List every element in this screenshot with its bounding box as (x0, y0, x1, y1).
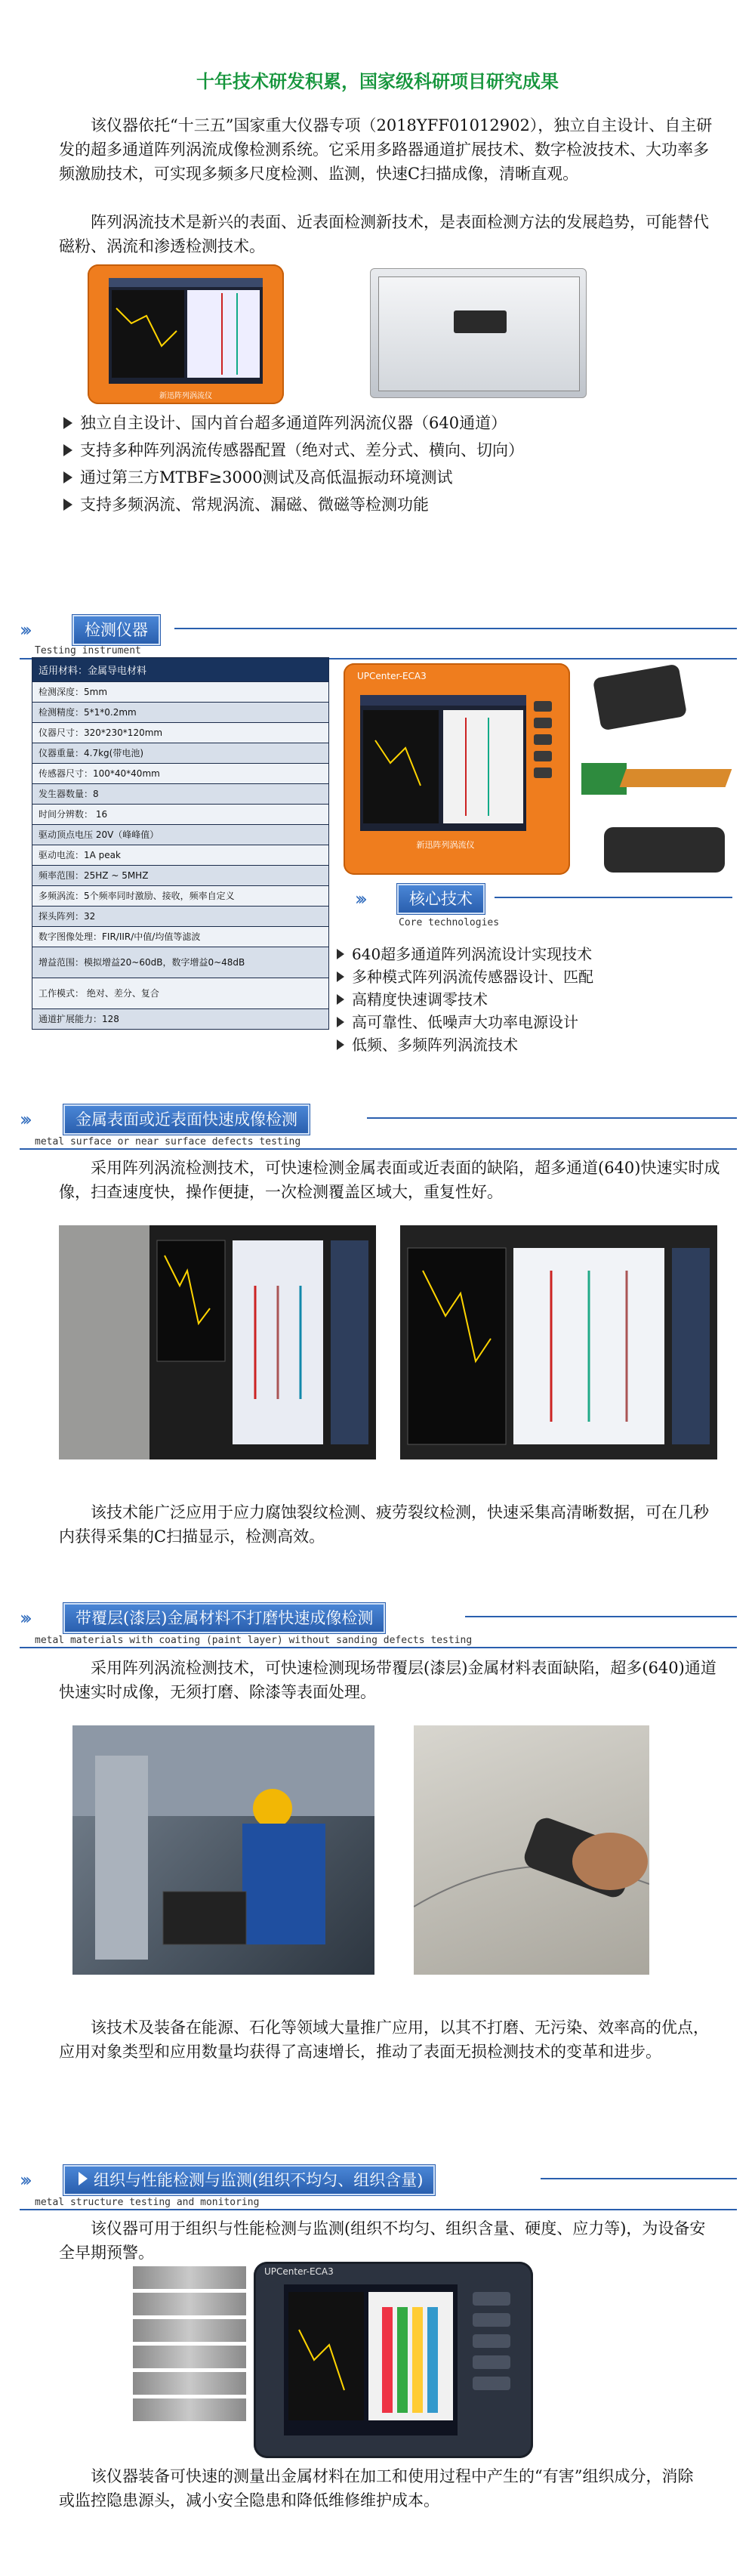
section-header-structure (20, 2165, 737, 2208)
spec-table (32, 657, 329, 1030)
list-item (337, 965, 729, 988)
spec-row: 多频涡流：5个频率同时激励、接收，频率自定义 (32, 885, 328, 906)
chevrons-icon: ››› (20, 1109, 28, 1130)
device-screen-plot (109, 278, 263, 384)
page-title: 十年技术研发积累，国家级科研项目研究成果 (196, 71, 559, 92)
spec-row: 时间分辨数： 16 (32, 804, 328, 824)
section-subtitle: Testing instrument (35, 645, 141, 656)
spec-row: 频率范围：25HZ ~ 5MHZ (32, 865, 328, 885)
device-box-panel (378, 276, 580, 391)
spec-row: 仪器尺寸：320*230*120mm (32, 722, 328, 743)
coating-paragraph-1: 采用阵列涡流检测技术，可快速检测现场带覆层(漆层)金属材料表面缺陷，超多(640)通道快速实时成像，无须打磨、除漆等表面处理。 (59, 1659, 716, 1701)
spec-row: 检测深度：5mm (32, 681, 328, 702)
list-item-text: 支持多种阵列涡流传感器配置（绝对式、差分式、横向、切向） (80, 441, 524, 459)
list-item-text: 高精度快速调零技术 (352, 990, 488, 1008)
section-subtitle: metal surface or near surface defects testing (35, 1136, 301, 1147)
section-header-instrument (20, 615, 737, 656)
triangle-bullet-icon (337, 1017, 344, 1027)
spec-table-header: 适用材料：金属导电材料 (32, 658, 328, 681)
triangle-bullet-icon (337, 971, 344, 982)
section-subtitle: Core technologies (399, 917, 500, 928)
cscan-screenshot-1 (59, 1225, 376, 1459)
triangle-bullet-icon (337, 949, 344, 959)
divider (367, 1117, 737, 1119)
list-item-text: 支持多频涡流、常规涡流、漏磁、微磁等检测功能 (80, 496, 429, 514)
device-caption: 新迅阵列涡流仪 (416, 840, 475, 850)
device-screen (109, 278, 263, 384)
list-item (337, 943, 729, 965)
section-label: 金属表面或近表面快速成像检测 (63, 1104, 310, 1135)
connector-port (454, 310, 507, 333)
divider (541, 2178, 737, 2179)
spec-row: 发生器数量：8 (32, 783, 328, 804)
structure-paragraph-1: 该仪器可用于组织与性能检测与监测(组织不均匀、组织含量、硬度、应力等)，为设备安全早期预警。 (59, 2219, 706, 2262)
chevrons-icon: ››› (355, 888, 363, 910)
section-label: 检测仪器 (72, 615, 160, 645)
probe-image-1 (593, 664, 687, 731)
device-screen-plot (360, 695, 526, 831)
spec-row: 传感器尺寸：100*40*40mm (32, 763, 328, 783)
list-item (63, 409, 713, 437)
spec-row: 通道扩展能力：128 (32, 1008, 328, 1029)
device-screen-plot (284, 2284, 458, 2435)
device-side-buttons (534, 701, 555, 837)
list-item-text: 多种模式阵列涡流传感器设计、匹配 (352, 968, 593, 986)
device-keypad (473, 2292, 518, 2435)
divider (20, 1148, 737, 1150)
field-photo-worker (72, 1725, 374, 1975)
intro-bullet-list (63, 409, 713, 518)
surface-paragraph-2: 该技术能广泛应用于应力腐蚀裂纹检测、疲劳裂纹检测，快速采集高清晰数据，可在几秒内获得采集的C扫描显示，检测高效。 (59, 1503, 709, 1546)
list-item (337, 1011, 729, 1033)
device-image-front (88, 264, 284, 404)
surface-paragraph-1: 采用阵列涡流检测技术，可快速检测金属表面或近表面的缺陷，超多通道(640)快速实时成像，扫查速度快，操作便捷，一次检测覆盖区域大，重复性好。 (59, 1159, 720, 1201)
device-image-instrument (344, 663, 570, 875)
coating-paragraph-2: 该技术及装备在能源、石化等领域大量推广应用，以其不打磨、无污染、效率高的优点，应用对象类型和应用数量均获得了高速增长，推动了表面无损检测技术的变革和进步。 (59, 2018, 709, 2061)
section-header-coating (20, 1603, 737, 1646)
triangle-bullet-icon (63, 444, 72, 456)
divider (465, 1616, 737, 1617)
probe-image-flex (581, 763, 725, 801)
triangle-bullet-icon (63, 499, 72, 511)
list-item (337, 1033, 729, 1056)
device-image-box (370, 268, 587, 398)
list-item (337, 988, 729, 1011)
section-label: 核心技术 (397, 884, 485, 914)
spec-row: 仪器重量：4.7kg(带电池) (32, 743, 328, 763)
spec-row: 探头阵列：32 (32, 906, 328, 926)
chevrons-icon: ››› (20, 619, 28, 641)
list-item (63, 464, 713, 491)
divider (495, 897, 732, 898)
spec-row: 增益范围：模拟增益20~60dB，数字增益0~48dB (32, 947, 328, 978)
spec-row: 工作模式： 绝对、差分、复合 (32, 978, 328, 1008)
list-item (63, 437, 713, 464)
triangle-bullet-icon (63, 417, 72, 429)
divider (20, 2209, 737, 2210)
field-photo-scene (72, 1725, 374, 1975)
spec-row: 驱动顶点电压 20V（峰峰值） (32, 824, 328, 845)
list-item-text: 640超多通道阵列涡流设计实现技术 (352, 945, 593, 963)
structure-paragraph-2: 该仪器装备可快速的测量出金属材料在加工和使用过程中产生的“有害”组织成分，消除或监控隐患源头，减小安全隐患和降低维修维护成本。 (59, 2467, 694, 2510)
intro-paragraph-2: 阵列涡流技术是新兴的表面、近表面检测新技术，是表面检测方法的发展趋势，可能替代磁粉、涡流和渗透检测技术。 (59, 213, 709, 255)
section-label: 组织与性能检测与监测(组织不均匀、组织含量) (63, 2165, 435, 2195)
device-brand: UPCenter-ECA3 (264, 2266, 334, 2277)
list-item-text: 通过第三方MTBF≥3000测试及高低温振动环境测试 (80, 468, 453, 486)
cscan-plot (400, 1225, 717, 1459)
spec-row: 数字图像处理：FIR/IIR/中值/均值等滤波 (32, 926, 328, 947)
triangle-bullet-icon (337, 1039, 344, 1050)
cscan-screenshot-2 (400, 1225, 717, 1459)
cscan-plot (59, 1225, 376, 1459)
list-item-text: 高可靠性、低噪声大功率电源设计 (352, 1013, 578, 1031)
triangle-bullet-icon (79, 2172, 88, 2185)
list-item (63, 491, 713, 518)
device-caption: 新迅阵列涡流仪 (159, 392, 212, 400)
chevrons-icon: ››› (20, 1608, 28, 1629)
chevrons-icon: ››› (20, 2170, 28, 2191)
probe-image-3 (604, 827, 725, 873)
device-screen (284, 2284, 458, 2435)
device-image-structure (254, 2262, 533, 2458)
core-tech-list (337, 943, 729, 1056)
field-photo-scene (414, 1725, 649, 1975)
section-subtitle: metal structure testing and monitoring (35, 2197, 260, 2208)
spec-row: 驱动电流：1A peak (32, 845, 328, 865)
section-label: 带覆层(漆层)金属材料不打磨快速成像检测 (63, 1603, 385, 1633)
section-subtitle: metal materials with coating (paint layer) without sanding defects testing (35, 1635, 473, 1646)
list-item-text: 独立自主设计、国内首台超多通道阵列涡流仪器（640通道） (80, 414, 507, 432)
triangle-bullet-icon (63, 471, 72, 483)
section-header-core (355, 884, 732, 928)
field-photo-probe (414, 1725, 649, 1975)
divider (174, 628, 737, 629)
list-item-text: 低频、多频阵列涡流技术 (352, 1036, 518, 1054)
divider (20, 1647, 737, 1648)
intro-paragraph-1: 该仪器依托“十三五”国家重大仪器专项（2018YFF01012902），独立自主设计、自主研发的超多通道阵列涡流成像检测系统。它采用多路器通道扩展技术、数字检波技术、大功率多频激励技术，可实现多频多尺度检测、监测，快速C扫描成像，清晰直观。 (59, 116, 713, 183)
spec-row: 检测精度：5*1*0.2mm (32, 702, 328, 722)
device-screen (360, 695, 526, 831)
device-brand: UPCenter-ECA3 (357, 671, 427, 681)
sample-strips-image (133, 2266, 246, 2448)
section-header-surface (20, 1104, 737, 1147)
triangle-bullet-icon (337, 994, 344, 1005)
